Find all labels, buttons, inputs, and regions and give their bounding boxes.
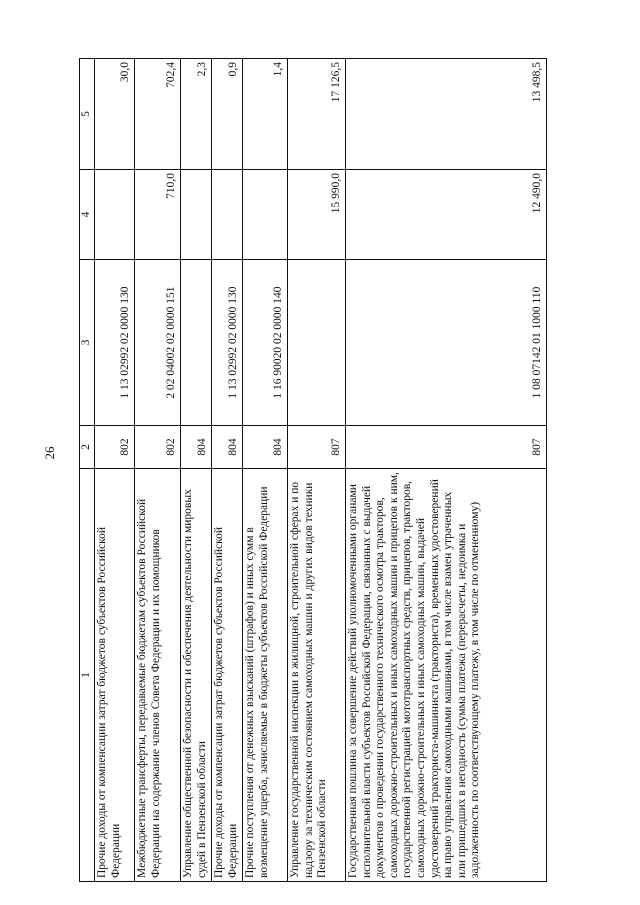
row-col5-value: 0,9 — [212, 59, 243, 170]
row-col5-value: 17 126,5 — [288, 59, 346, 170]
row-kbk: 2 02 04002 02 0000 151 — [135, 260, 181, 426]
row-admin-code: 804 — [212, 426, 243, 469]
row-name: Межбюджетные трансферты, передаваемые бюджетам субъектов Российской Федерации на содержание членов Совета Федерации и их помощников — [135, 469, 181, 882]
row-col4-value — [243, 170, 288, 260]
header-col-3: 3 — [80, 260, 95, 426]
header-col-4: 4 — [80, 170, 95, 260]
row-col4-value — [95, 170, 135, 260]
row-col5-value: 2,3 — [181, 59, 212, 170]
row-kbk — [181, 260, 212, 426]
row-name: Управление государственной инспекции в жилищной, строительной сферах и по надзору за техническим состоянием самоходных машин и других видов техники Пензенской области — [288, 469, 346, 882]
table-row — [95, 59, 135, 882]
row-col4-value: 710,0 — [135, 170, 181, 260]
row-kbk: 1 13 02992 02 0000 130 — [212, 260, 243, 426]
row-col5-value: 13 498,5 — [346, 59, 547, 170]
table-row — [135, 59, 181, 882]
header-col-1: 1 — [80, 469, 95, 882]
table-row — [243, 59, 288, 882]
row-name: Государственная пошлина за совершение действий уполномоченными органами исполнительной власти субъектов Российской Федерации, связанных с выдачей документов о проведении государственного технического осмотра тракторов, самоходных дорожно-строительных и иных самоходных машин и прицепов к ним, государственной регистрацией мототранспортных средств, прицепов, тракторов, самоходных дорожно-строительных и иных самоходных машин, выдачей удостоверений тракториста-машиниста (тракториста), временных удостоверений на право управления самоходными машинами, в том числе взамен утраченных или пришедших в негодность (сумма платежа (перерасчеты, недоимка и задолженность по соответствующему платежу, в том числе по отмененному) — [346, 469, 547, 882]
table-row — [346, 59, 547, 882]
row-admin-code: 802 — [135, 426, 181, 469]
row-col5-value: 30,0 — [95, 59, 135, 170]
row-admin-code: 807 — [346, 426, 547, 469]
row-admin-code: 804 — [243, 426, 288, 469]
row-name: Прочие доходы от компенсации затрат бюджетов субъектов Российской Федерации — [212, 469, 243, 882]
row-kbk: 1 13 02992 02 0000 130 — [95, 260, 135, 426]
row-admin-code: 802 — [95, 426, 135, 469]
table-row — [288, 59, 346, 882]
row-name: Управление общественной безопасности и обеспечения деятельности мировых судей в Пензенской области — [181, 469, 212, 882]
row-admin-code: 807 — [288, 426, 346, 469]
page-number: 26 — [42, 446, 57, 460]
row-col5-value: 1,4 — [243, 59, 288, 170]
row-name: Прочие доходы от компенсации затрат бюджетов субъектов Российской Федерации — [95, 469, 135, 882]
header-col-5: 5 — [80, 59, 95, 170]
row-kbk: 1 08 07142 01 1000 110 — [346, 260, 547, 426]
row-admin-code: 804 — [181, 426, 212, 469]
table-row — [212, 59, 243, 882]
row-kbk — [288, 260, 346, 426]
row-kbk: 1 16 90020 02 0000 140 — [243, 260, 288, 426]
row-col4-value — [212, 170, 243, 260]
row-col4-value — [181, 170, 212, 260]
header-row — [80, 59, 95, 882]
row-col4-value: 12 490,0 — [346, 170, 547, 260]
table-row — [181, 59, 212, 882]
revenue-table — [79, 58, 547, 882]
row-name: Прочие поступления от денежных взысканий (штрафов) и иных сумм в возмещение ущерба, зачисляемые в бюджеты субъектов Российской Федерации — [243, 469, 288, 882]
row-col4-value: 15 990,0 — [288, 170, 346, 260]
row-col5-value: 702,4 — [135, 59, 181, 170]
revenue-table-container — [79, 59, 546, 882]
header-col-2: 2 — [80, 426, 95, 469]
